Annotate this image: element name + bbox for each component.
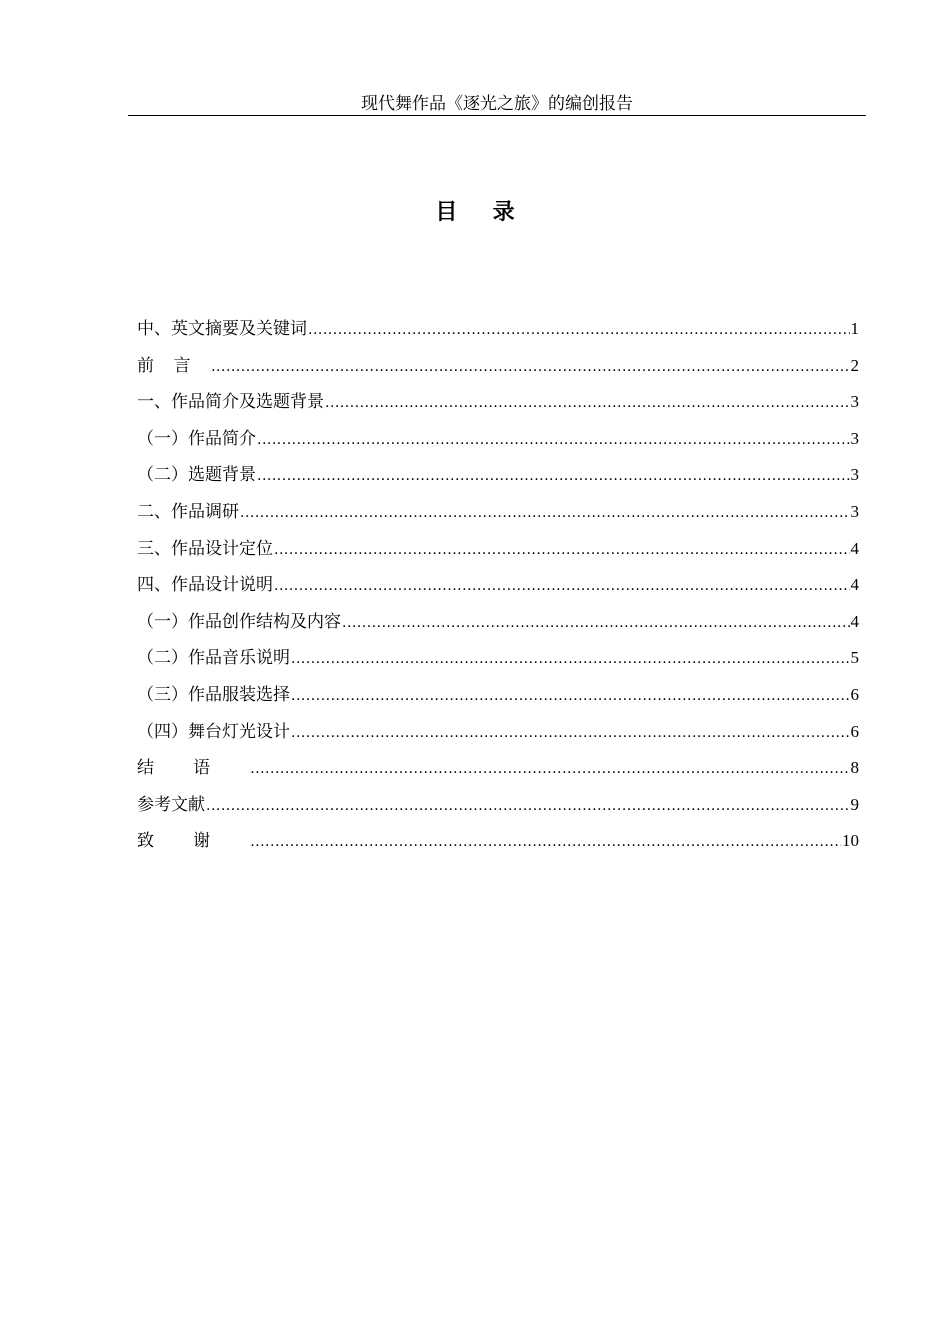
toc-entry-label: （四）舞台灯光设计 (137, 721, 290, 742)
toc-entry-section-4-3[interactable] (137, 681, 859, 718)
toc-dot-leader (257, 426, 850, 454)
toc-entry-section-1[interactable] (137, 388, 859, 425)
toc-entry-label: 一、作品简介及选题背景 (137, 392, 324, 413)
header-rule (128, 115, 866, 116)
toc-entry-label: （三）作品服装选择 (137, 684, 290, 705)
toc-entry-label: 结语 (137, 758, 250, 779)
toc-entry-label: （二）选题背景 (137, 465, 256, 486)
running-header: 现代舞作品《逐光之旅》的编创报告 (361, 94, 633, 114)
toc-page-number: 3 (850, 465, 859, 485)
toc-dot-leader (211, 353, 849, 381)
toc-entry-section-4[interactable] (137, 571, 859, 608)
toc-dot-leader (240, 499, 850, 527)
toc-page-number: 2 (850, 355, 859, 375)
toc-entry-label: （一）作品简介 (137, 428, 256, 449)
toc-entry-label: （一）作品创作结构及内容 (137, 611, 341, 632)
toc-dot-leader (291, 682, 850, 710)
toc-dot-leader (342, 609, 850, 637)
toc-dot-leader (274, 572, 850, 600)
toc-entry-section-4-1[interactable] (137, 608, 859, 645)
toc-entry-label: （二）作品音乐说明 (137, 648, 290, 669)
toc-entry-label: 前言 (137, 355, 211, 376)
toc-page-number: 8 (850, 758, 859, 778)
toc-entry-abstract[interactable] (137, 315, 859, 352)
toc-entry-section-3[interactable] (137, 535, 859, 572)
toc-page-number: 9 (850, 794, 859, 814)
toc-dot-leader (291, 645, 850, 673)
toc-entry-conclusion[interactable] (137, 754, 859, 791)
toc-page-number: 3 (850, 501, 859, 521)
toc-entry-label: 参考文献 (137, 794, 205, 815)
toc-page-number: 4 (850, 575, 859, 595)
toc-page-number: 5 (850, 648, 859, 668)
toc-entry-section-1-1[interactable] (137, 425, 859, 462)
toc-page-number: 3 (850, 392, 859, 412)
table-of-contents (137, 315, 859, 864)
toc-entry-section-4-2[interactable] (137, 644, 859, 681)
toc-entry-section-1-2[interactable] (137, 461, 859, 498)
toc-dot-leader (291, 719, 850, 747)
toc-entry-label: 三、作品设计定位 (137, 538, 273, 559)
toc-page-number: 6 (850, 721, 859, 741)
toc-page-number: 4 (850, 538, 859, 558)
toc-page-number: 6 (850, 684, 859, 704)
toc-dot-leader (206, 792, 850, 820)
toc-dot-leader (274, 536, 850, 564)
toc-entry-label: 致谢 (137, 831, 250, 852)
toc-entry-label: 二、作品调研 (137, 501, 239, 522)
toc-page-number: 1 (850, 319, 859, 338)
toc-entry-section-4-4[interactable] (137, 718, 859, 755)
toc-entry-label: 中、英文摘要及关键词 (137, 319, 307, 339)
toc-entry-acknowledgements[interactable] (137, 827, 859, 864)
toc-page-number: 4 (850, 611, 859, 631)
toc-dot-leader (325, 389, 850, 417)
toc-entry-preface[interactable] (137, 352, 859, 389)
toc-dot-leader (308, 316, 850, 344)
toc-entry-references[interactable] (137, 791, 859, 828)
toc-title: 目录 (435, 200, 550, 225)
toc-dot-leader (250, 755, 849, 783)
toc-dot-leader (250, 828, 841, 856)
toc-page-number: 3 (850, 428, 859, 448)
toc-entry-section-2[interactable] (137, 498, 859, 535)
toc-entry-label: 四、作品设计说明 (137, 575, 273, 596)
toc-page-number: 10 (842, 831, 859, 851)
toc-dot-leader (257, 462, 850, 490)
